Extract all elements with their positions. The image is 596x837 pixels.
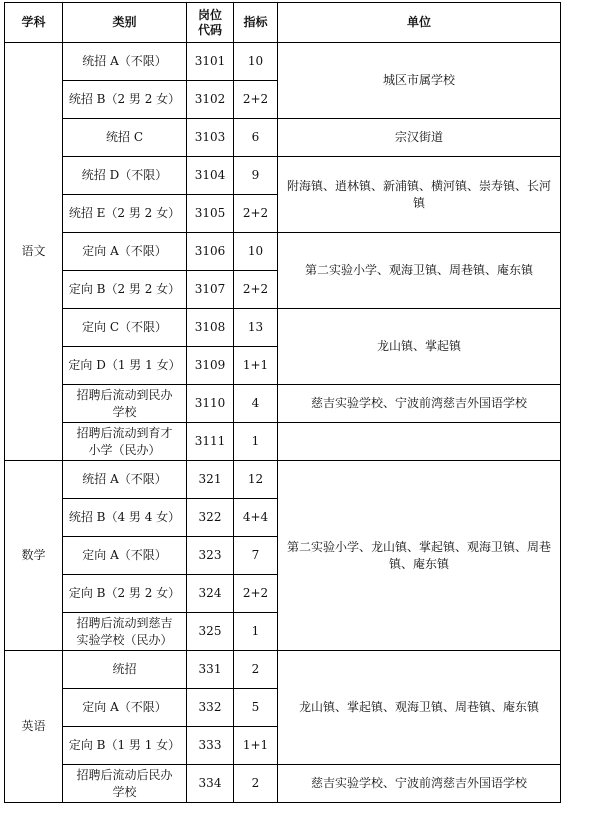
code-cell: 3106: [187, 233, 234, 271]
category-cell: 定向 B（1 男 1 女）: [63, 727, 187, 765]
category-cell: 定向 A（不限）: [63, 233, 187, 271]
category-cell: 定向 B（2 男 2 女）: [63, 271, 187, 309]
header-unit: 单位: [278, 3, 561, 43]
category-cell: 招聘后流动后民办学校: [63, 765, 187, 803]
category-cell: 统招 B（4 男 4 女）: [63, 499, 187, 537]
unit-cell: 第二实验小学、观海卫镇、周巷镇、庵东镇: [278, 233, 561, 309]
category-cell: 统招 E（2 男 2 女）: [63, 195, 187, 233]
table-row: [5, 119, 561, 157]
code-cell: 3102: [187, 81, 234, 119]
category-cell: 统招 A（不限）: [63, 43, 187, 81]
category-cell: 招聘后流动到民办学校: [63, 385, 187, 423]
quota-cell: 1+1: [234, 727, 278, 765]
table-wrapper: [4, 2, 561, 803]
category-cell: 统招 D（不限）: [63, 157, 187, 195]
table-row: [5, 423, 561, 461]
subject-cell: 语文: [5, 43, 63, 461]
table-row: [5, 233, 561, 271]
code-cell: 331: [187, 651, 234, 689]
table-row: [5, 157, 561, 195]
quota-cell: 9: [234, 157, 278, 195]
category-cell: 统招: [63, 651, 187, 689]
quota-cell: 6: [234, 119, 278, 157]
quota-cell: 1: [234, 613, 278, 651]
quota-cell: 5: [234, 689, 278, 727]
header-row: [5, 3, 561, 43]
subject-cell: 英语: [5, 651, 63, 803]
header-quota: 指标: [234, 3, 278, 43]
quota-cell: 4+4: [234, 499, 278, 537]
code-cell: 322: [187, 499, 234, 537]
quota-cell: 1: [234, 423, 278, 461]
code-cell: 3104: [187, 157, 234, 195]
table-row: [5, 385, 561, 423]
recruitment-table: [4, 2, 561, 803]
code-cell: 333: [187, 727, 234, 765]
code-cell: 325: [187, 613, 234, 651]
header-category: 类别: [63, 3, 187, 43]
code-cell: 3103: [187, 119, 234, 157]
quota-cell: 10: [234, 233, 278, 271]
category-cell: 定向 A（不限）: [63, 537, 187, 575]
quota-cell: 2+2: [234, 81, 278, 119]
code-cell: 3107: [187, 271, 234, 309]
table-row: [5, 765, 561, 803]
code-cell: 324: [187, 575, 234, 613]
unit-cell: 慈吉实验学校、宁波前湾慈吉外国语学校: [278, 765, 561, 803]
code-cell: 3101: [187, 43, 234, 81]
category-cell: 统招 C: [63, 119, 187, 157]
unit-cell: 宗汉街道: [278, 119, 561, 157]
quota-cell: 13: [234, 309, 278, 347]
unit-cell: [278, 423, 561, 461]
code-cell: 321: [187, 461, 234, 499]
code-cell: 334: [187, 765, 234, 803]
header-code: 岗位代码: [187, 3, 234, 43]
unit-cell: 第二实验小学、龙山镇、掌起镇、观海卫镇、周巷镇、庵东镇: [278, 461, 561, 651]
quota-cell: 2+2: [234, 271, 278, 309]
unit-cell: 龙山镇、掌起镇、观海卫镇、周巷镇、庵东镇: [278, 651, 561, 765]
code-cell: 332: [187, 689, 234, 727]
quota-cell: 2+2: [234, 195, 278, 233]
table-row: [5, 43, 561, 81]
category-cell: 定向 C（不限）: [63, 309, 187, 347]
subject-cell: 数学: [5, 461, 63, 651]
quota-cell: 2: [234, 651, 278, 689]
quota-cell: 2+2: [234, 575, 278, 613]
table-row: [5, 309, 561, 347]
unit-cell: 附海镇、逍林镇、新浦镇、横河镇、崇寿镇、长河镇: [278, 157, 561, 233]
category-cell: 统招 A（不限）: [63, 461, 187, 499]
quota-cell: 2: [234, 765, 278, 803]
category-cell: 招聘后流动到慈吉实验学校（民办）: [63, 613, 187, 651]
table-row: [5, 461, 561, 499]
category-cell: 招聘后流动到育才小学（民办）: [63, 423, 187, 461]
category-cell: 定向 A（不限）: [63, 689, 187, 727]
quota-cell: 4: [234, 385, 278, 423]
table-row: [5, 651, 561, 689]
category-cell: 统招 B（2 男 2 女）: [63, 81, 187, 119]
code-cell: 3110: [187, 385, 234, 423]
code-cell: 323: [187, 537, 234, 575]
quota-cell: 7: [234, 537, 278, 575]
code-cell: 3105: [187, 195, 234, 233]
header-subject: 学科: [5, 3, 63, 43]
quota-cell: 12: [234, 461, 278, 499]
code-cell: 3108: [187, 309, 234, 347]
category-cell: 定向 B（2 男 2 女）: [63, 575, 187, 613]
unit-cell: 慈吉实验学校、宁波前湾慈吉外国语学校: [278, 385, 561, 423]
category-cell: 定向 D（1 男 1 女）: [63, 347, 187, 385]
quota-cell: 1+1: [234, 347, 278, 385]
code-cell: 3111: [187, 423, 234, 461]
unit-cell: 城区市属学校: [278, 43, 561, 119]
code-cell: 3109: [187, 347, 234, 385]
quota-cell: 10: [234, 43, 278, 81]
unit-cell: 龙山镇、掌起镇: [278, 309, 561, 385]
